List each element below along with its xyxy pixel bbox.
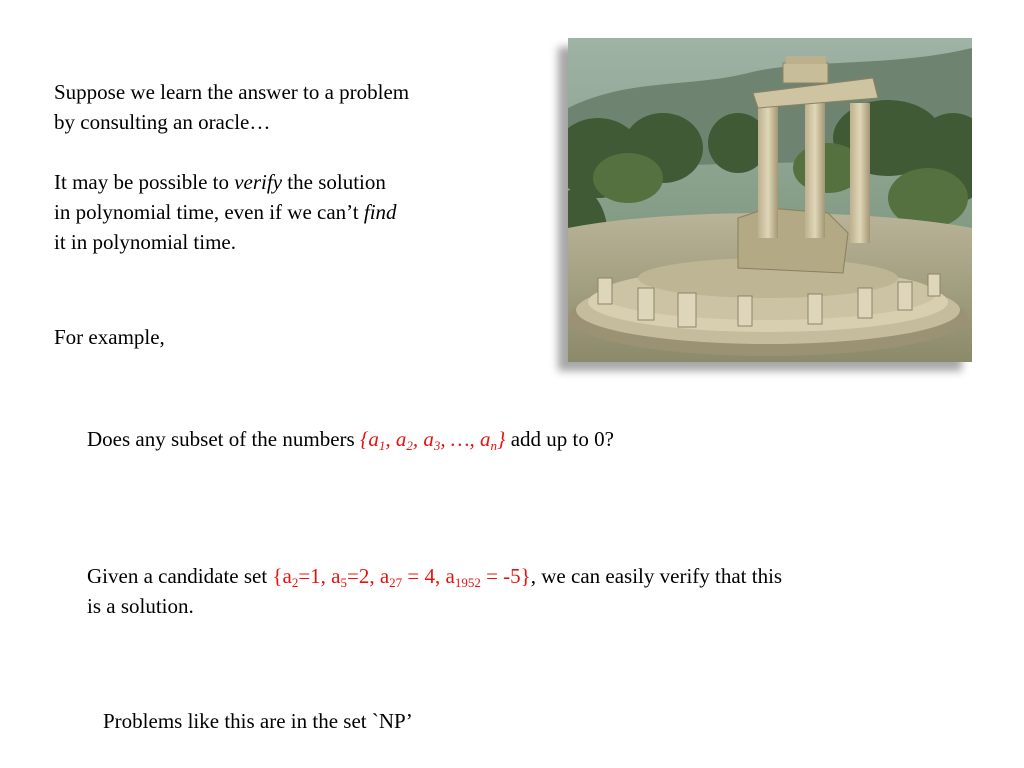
temple-illustration — [568, 38, 972, 362]
number-set: {$a_1$, $a_2$, $a_3$, …, $a_n$} — [359, 427, 506, 453]
candidate-set: {$a_2=1$, $a_5=2$, $a_{27} = 4$, $a_{1952} = -5$} — [272, 564, 531, 590]
intro-line-2: by consulting an oracle… — [54, 110, 271, 134]
intro-text — [54, 77, 409, 257]
candidate-line-2: is a solution. — [87, 594, 194, 618]
example-text: For example, — [54, 325, 165, 349]
verify-line: It may be possible to verify the solution — [54, 170, 386, 194]
find-word: find — [363, 200, 397, 224]
intro-line-1: Suppose we learn the answer to a problem — [54, 80, 410, 104]
find-line-end: it in polynomial time. — [54, 230, 236, 254]
find-line: in polynomial time, even if we can’t find — [54, 200, 397, 224]
np-statement: Problems like this are in the set `NP’ — [103, 709, 413, 733]
verify-word: verify — [234, 170, 283, 194]
oracle-temple-photo — [568, 38, 972, 362]
candidate-text: Given a candidate set {$a_2=1$, $a_5=2$, $a_{27} = 4$, $a_{1952} = -5$}, we can easily verify that this is a solution. — [87, 561, 782, 621]
subset-question: Does any subset of the numbers {$a_1$, $a_2$, $a_3$, …, $a_n$} add up to 0? — [87, 427, 614, 453]
